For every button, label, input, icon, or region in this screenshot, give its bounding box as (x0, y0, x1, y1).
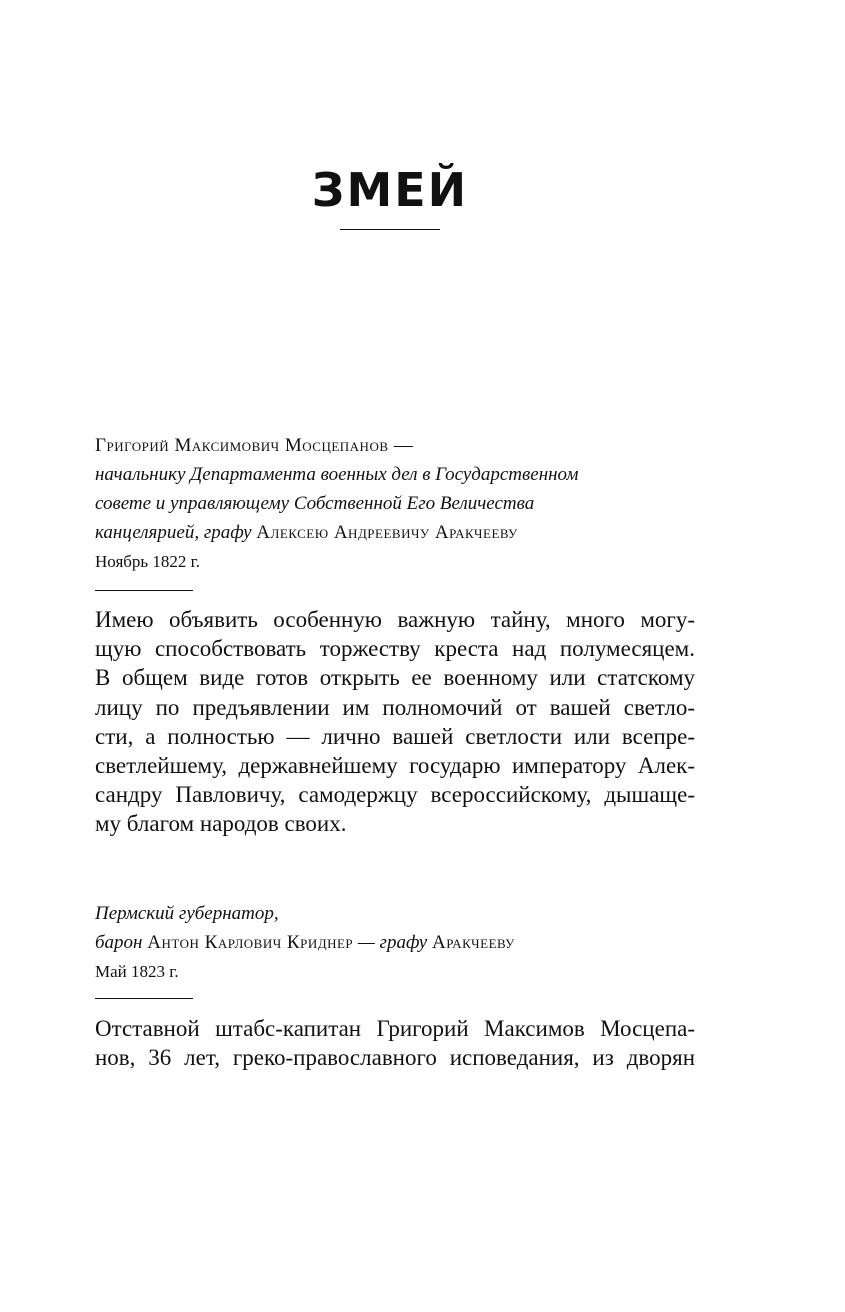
title-rule (340, 229, 440, 230)
letter1-addressee-tail: канцелярией, графу (95, 522, 257, 543)
letter1-body-line: щую способствовать торжеству креста над полумесяцем. (95, 636, 695, 662)
letter1-body-line: лицу по предъявлении им полномочий от вашей светло- (95, 694, 695, 720)
chapter-title: ЗМЕЙ (311, 163, 469, 217)
letter1-body (95, 605, 695, 839)
letter2-body (95, 1014, 695, 1072)
letter1-addressee-line-2: совете и управляющему Собственной Его Величества (95, 493, 535, 514)
letter2-date: Май 1823 г. (95, 962, 179, 981)
letter2-heading (95, 899, 695, 986)
letter2-sender-name: Антон Карлович Криднер (147, 932, 354, 953)
letter1-body-line: В общем виде готов открыть ее военному или статскому (95, 665, 695, 691)
letter2-sender-rank: барон (95, 932, 148, 953)
letter1-body-line: сандру Павловичу, самодержцу всероссийскому, дышаще- (95, 782, 695, 808)
letter1-date: Ноябрь 1822 г. (95, 552, 200, 571)
letter1-addressee-name: Алексею Андреевичу Аракчееву (256, 522, 518, 543)
letter1-rule (95, 590, 193, 591)
letter1-body-line: Имею объявить особенную важную тайну, много могу- (95, 607, 695, 632)
letter2-body-line: нов, 36 лет, греко-православного исповедания, из дворян (95, 1045, 695, 1071)
letter1-body-line: сти, а полностью — лично вашей светлости или всепре- (95, 723, 695, 749)
letter2-dash-to: — графу (353, 932, 432, 953)
letter1-body-line: светлейшему, державнейшему государю императору Алек- (95, 753, 695, 779)
letter2-sender-title: Пермский губернатор, (95, 903, 279, 924)
letter2-sender-line (95, 928, 695, 957)
letter1-addressee-line-3 (95, 518, 695, 547)
letter1-body-line: му благом народов своих. (95, 811, 347, 837)
letter2-rule (95, 998, 193, 999)
letter2-addressee-name: Аракчееву (432, 932, 515, 953)
letter1-heading (95, 431, 695, 576)
letter1-sender: Григорий Максимович Мосцепанов — (95, 435, 414, 456)
letter1-addressee-line-1: начальнику Департамента военных дел в Государственном (95, 464, 579, 485)
letter2-body-line: Отставной штабс-капитан Григорий Максимов Мосцепа- (95, 1016, 695, 1041)
